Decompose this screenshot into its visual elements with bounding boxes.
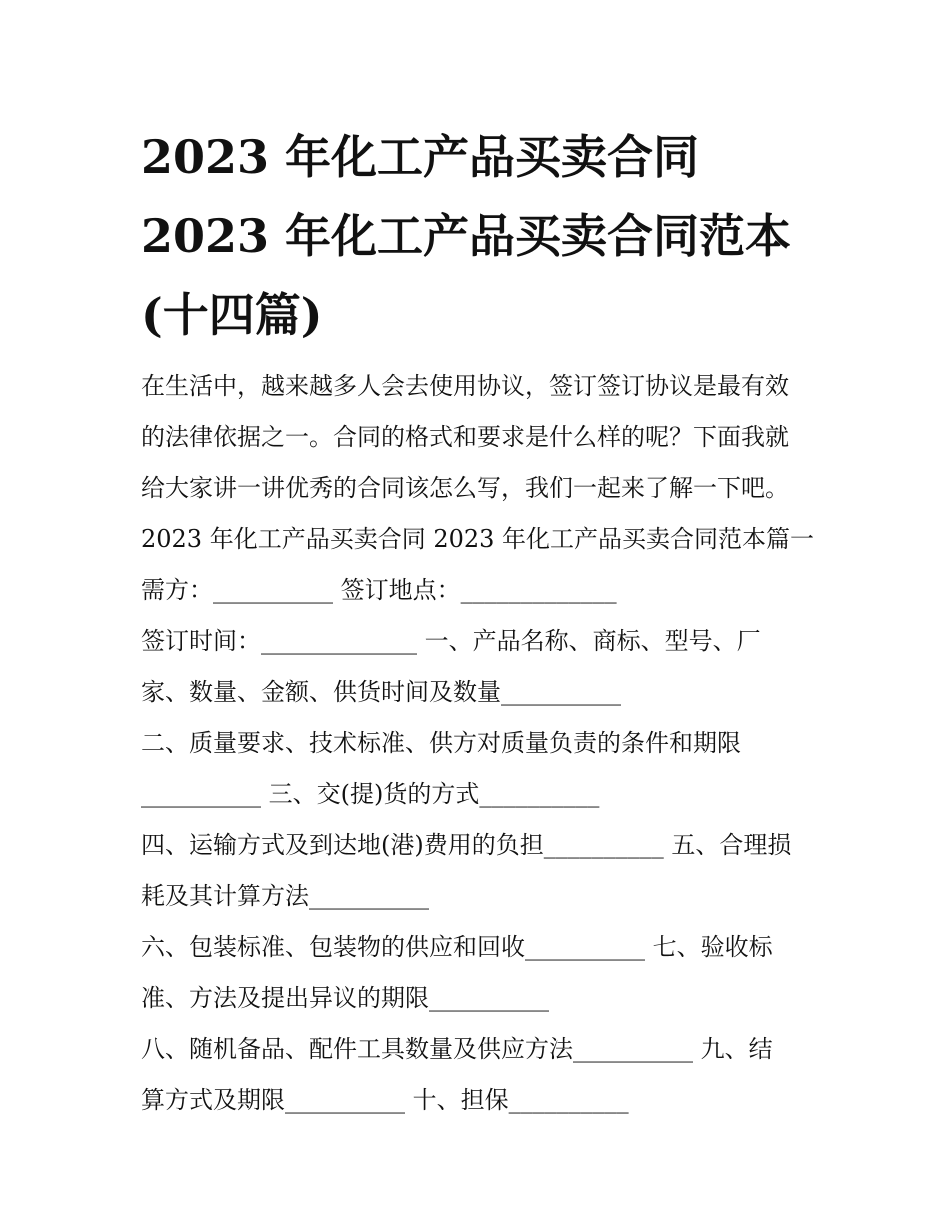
body-line: 六、包装标准、包装物的供应和回收__________ 七、验收标 bbox=[141, 933, 773, 961]
body-line: 准、方法及提出异议的期限__________ bbox=[141, 984, 549, 1012]
title-line-3: (十四篇) bbox=[141, 288, 323, 342]
body-line: 四、运输方式及到达地(港)费用的负担__________ 五、合理损 bbox=[141, 831, 792, 859]
document-title bbox=[141, 118, 821, 355]
document-page bbox=[141, 118, 821, 1126]
body-line: 在生活中，越来越多人会去使用协议，签订签订协议是最有效 bbox=[141, 372, 789, 400]
body-line: 二、质量要求、技术标准、供方对质量负责的条件和期限 bbox=[141, 729, 741, 757]
body-line: 签订时间：_____________ 一、产品名称、商标、型号、厂 bbox=[141, 627, 761, 655]
body-line: 家、数量、金额、供货时间及数量__________ bbox=[141, 678, 621, 706]
body-line: 算方式及期限__________ 十、担保__________ bbox=[141, 1086, 629, 1114]
body-line: 需方：__________ 签订地点：_____________ bbox=[141, 576, 617, 604]
body-line: 给大家讲一讲优秀的合同该怎么写，我们一起来了解一下吧。 bbox=[141, 474, 789, 502]
title-line-1: 2023 年化工产品买卖合同 bbox=[141, 130, 700, 184]
body-line: 八、随机备品、配件工具数量及供应方法__________ 九、结 bbox=[141, 1035, 773, 1063]
body-line: __________ 三、交(提)货的方式__________ bbox=[141, 780, 600, 808]
document-body bbox=[141, 361, 821, 1126]
body-line: 的法律依据之一。合同的格式和要求是什么样的呢？下面我就 bbox=[141, 423, 789, 451]
body-line: 耗及其计算方法__________ bbox=[141, 882, 429, 910]
body-line: 2023 年化工产品买卖合同 2023 年化工产品买卖合同范本篇一 bbox=[141, 525, 815, 553]
title-line-2: 2023 年化工产品买卖合同范本 bbox=[141, 209, 792, 263]
